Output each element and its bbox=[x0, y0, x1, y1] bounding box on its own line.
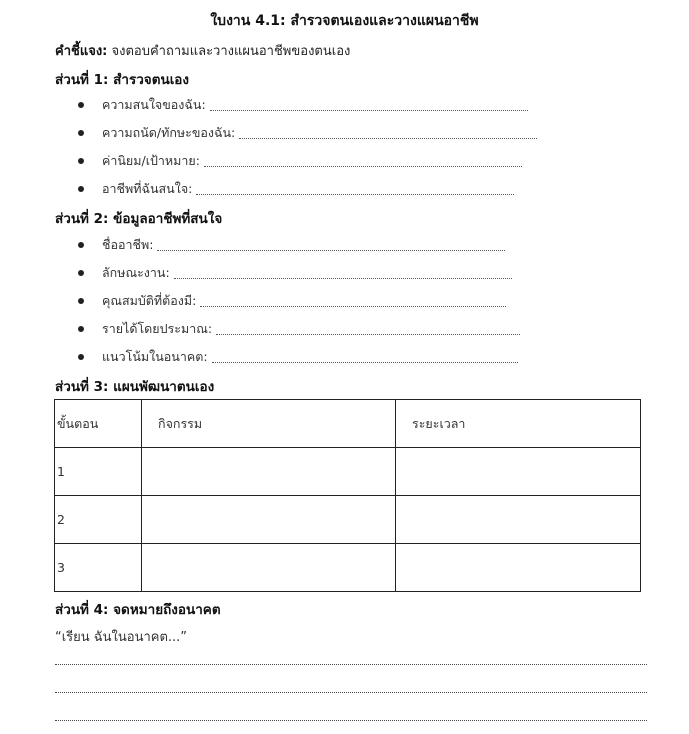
fill-in-line[interactable] bbox=[216, 324, 520, 335]
list-item bbox=[78, 263, 512, 283]
writing-line[interactable] bbox=[55, 664, 647, 665]
list-item bbox=[78, 291, 506, 311]
fill-in-line[interactable] bbox=[212, 352, 518, 363]
writing-line[interactable] bbox=[55, 720, 647, 721]
step-number: 2 bbox=[55, 496, 142, 544]
item-label: คุณสมบัติที่ต้องมี: bbox=[102, 293, 197, 308]
item-label: รายได้โดยประมาณ: bbox=[102, 321, 213, 336]
instruction-line bbox=[55, 40, 350, 61]
instruction-text: จงตอบคำถามและวางแผนอาชีพของตนเอง bbox=[111, 44, 351, 59]
list-item bbox=[78, 347, 518, 367]
letter-salutation: “เรียน ฉันในอนาคต...” bbox=[55, 630, 188, 645]
list-item bbox=[78, 95, 528, 115]
item-label: ความสนใจของฉัน: bbox=[102, 97, 206, 112]
list-item bbox=[78, 235, 505, 255]
page-title: ใบงาน 4.1: สำรวจตนเองและวางแผนอาชีพ bbox=[210, 13, 479, 29]
duration-cell[interactable] bbox=[396, 448, 641, 496]
activity-cell[interactable] bbox=[142, 496, 396, 544]
instruction-label: คำชี้แจง: bbox=[55, 44, 108, 59]
section-3-heading: ส่วนที่ 3: แผนพัฒนาตนเอง bbox=[55, 379, 215, 395]
bullet-icon bbox=[78, 298, 84, 304]
bullet-icon bbox=[78, 242, 84, 248]
activity-cell[interactable] bbox=[142, 448, 396, 496]
development-plan-table bbox=[54, 399, 641, 592]
section-2-heading: ส่วนที่ 2: ข้อมูลอาชีพที่สนใจ bbox=[55, 211, 223, 227]
writing-line[interactable] bbox=[55, 692, 647, 693]
step-number: 1 bbox=[55, 448, 142, 496]
bullet-icon bbox=[78, 270, 84, 276]
fill-in-line[interactable] bbox=[196, 184, 514, 195]
item-label: ลักษณะงาน: bbox=[102, 265, 170, 280]
bullet-icon bbox=[78, 354, 84, 360]
list-item bbox=[78, 123, 537, 143]
table-row bbox=[55, 448, 641, 496]
bullet-icon bbox=[78, 326, 84, 332]
fill-in-line[interactable] bbox=[174, 268, 512, 279]
fill-in-line[interactable] bbox=[200, 296, 506, 307]
header-activity: กิจกรรม bbox=[142, 400, 396, 448]
item-label: ชื่ออาชีพ: bbox=[102, 237, 154, 252]
bullet-icon bbox=[78, 186, 84, 192]
table-row bbox=[55, 496, 641, 544]
fill-in-line[interactable] bbox=[204, 156, 522, 167]
section-1-heading: ส่วนที่ 1: สำรวจตนเอง bbox=[55, 72, 190, 88]
fill-in-line[interactable] bbox=[210, 100, 528, 111]
list-item bbox=[78, 319, 520, 339]
duration-cell[interactable] bbox=[396, 496, 641, 544]
activity-cell[interactable] bbox=[142, 544, 396, 592]
section-4-heading: ส่วนที่ 4: จดหมายถึงอนาคต bbox=[55, 602, 221, 618]
list-item bbox=[78, 179, 514, 199]
fill-in-line[interactable] bbox=[157, 240, 505, 251]
list-item bbox=[78, 151, 522, 171]
header-duration: ระยะเวลา bbox=[396, 400, 641, 448]
item-label: ความถนัด/ทักษะของฉัน: bbox=[102, 125, 236, 140]
header-step: ขั้นตอน bbox=[55, 400, 142, 448]
item-label: อาชีพที่ฉันสนใจ: bbox=[102, 181, 193, 196]
table-header-row bbox=[55, 400, 641, 448]
item-label: แนวโน้มในอนาคต: bbox=[102, 349, 208, 364]
bullet-icon bbox=[78, 130, 84, 136]
duration-cell[interactable] bbox=[396, 544, 641, 592]
step-number: 3 bbox=[55, 544, 142, 592]
fill-in-line[interactable] bbox=[239, 128, 537, 139]
item-label: ค่านิยม/เป้าหมาย: bbox=[102, 153, 200, 168]
bullet-icon bbox=[78, 158, 84, 164]
bullet-icon bbox=[78, 102, 84, 108]
table-row bbox=[55, 544, 641, 592]
